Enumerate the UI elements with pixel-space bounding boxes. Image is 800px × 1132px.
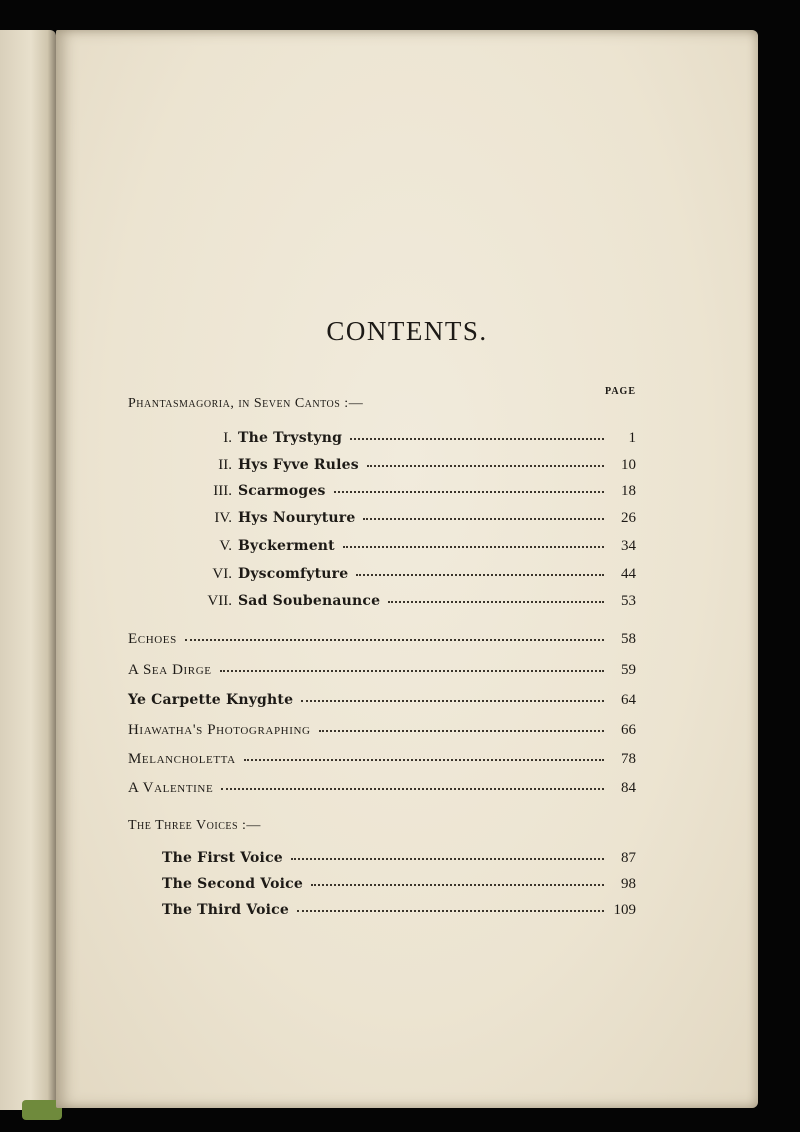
page-column-label: PAGE (604, 386, 636, 397)
book-page (56, 30, 758, 1108)
canto-number: IV. (214, 510, 232, 526)
leader-dots (350, 428, 604, 440)
entry-title: Echoes (128, 631, 177, 647)
leader-dots (297, 900, 604, 912)
entry-title: The Third Voice (162, 902, 289, 918)
entry-title: Dyscomfyture (238, 566, 349, 582)
entry-title: A Valentine (128, 780, 214, 796)
entry-page: 84 (621, 780, 636, 796)
entry-title: A Sea Dirge (128, 662, 212, 678)
canto-number: III. (213, 483, 232, 499)
entry-page: 34 (621, 538, 636, 554)
toc-entry (128, 430, 636, 452)
toc-entry (128, 510, 636, 532)
entry-page: 109 (613, 902, 636, 918)
canto-number: V. (219, 538, 232, 554)
leader-dots (291, 848, 604, 860)
left-page-edge (0, 30, 56, 1110)
canto-number: II. (218, 457, 232, 473)
toc-entry (128, 692, 636, 714)
toc-entry (128, 593, 636, 615)
toc-entry (128, 722, 636, 744)
entry-title: Scarmoges (238, 483, 326, 499)
entry-page: 58 (621, 631, 636, 647)
entry-title: The Second Voice (162, 876, 303, 892)
leader-dots (220, 660, 604, 672)
toc-entry (128, 483, 636, 505)
leader-dots (185, 629, 604, 641)
entry-page: 18 (621, 483, 636, 499)
toc-entry (128, 457, 636, 479)
entry-title: Hys Nouryture (238, 510, 356, 526)
leader-dots (221, 778, 604, 790)
entry-page: 44 (621, 566, 636, 582)
entry-page: 1 (628, 430, 636, 446)
leader-dots (311, 874, 604, 886)
entry-page: 78 (621, 751, 636, 767)
canto-number: I. (223, 430, 232, 446)
entry-page: 59 (621, 662, 636, 678)
entry-page: 66 (621, 722, 636, 738)
toc-entry (128, 566, 636, 588)
leader-dots (301, 690, 604, 702)
leader-dots (388, 591, 604, 603)
leader-dots (356, 564, 604, 576)
leader-dots (244, 749, 604, 761)
entry-title: Ye Carpette Knyghte (128, 692, 294, 708)
section-heading-phantasmagoria: Phantasmagoria, in Seven Cantos :— (128, 396, 364, 411)
entry-title: Hiawatha's Photographing (128, 722, 311, 738)
entry-page: 26 (621, 510, 636, 526)
canto-number: VI. (212, 566, 232, 582)
leader-dots (363, 508, 604, 520)
entry-page: 87 (621, 850, 636, 866)
entry-page: 98 (621, 876, 636, 892)
toc-entry (128, 631, 636, 653)
toc-entry (128, 538, 636, 560)
leader-dots (367, 455, 604, 467)
toc-entry (128, 662, 636, 684)
canto-number: VII. (207, 593, 232, 609)
entry-title: The Trystyng (238, 430, 343, 446)
entry-title: Byckerment (238, 538, 335, 554)
entry-page: 64 (621, 692, 636, 708)
leader-dots (343, 536, 604, 548)
toc-entry (128, 751, 636, 773)
toc-entry (128, 876, 636, 898)
leader-dots (319, 720, 604, 732)
entry-page: 10 (621, 457, 636, 473)
toc-entry (128, 850, 636, 872)
entry-title: Melancholetta (128, 751, 236, 767)
entry-title: Sad Soubenaunce (238, 593, 381, 609)
leader-dots (334, 481, 604, 493)
section-heading-three-voices: The Three Voices :— (128, 818, 261, 833)
toc-entry (128, 780, 636, 802)
page-title: CONTENTS. (326, 316, 488, 346)
entry-title: The First Voice (162, 850, 283, 866)
toc-entry (128, 902, 636, 924)
entry-page: 53 (621, 593, 636, 609)
entry-title: Hys Fyve Rules (238, 457, 359, 473)
